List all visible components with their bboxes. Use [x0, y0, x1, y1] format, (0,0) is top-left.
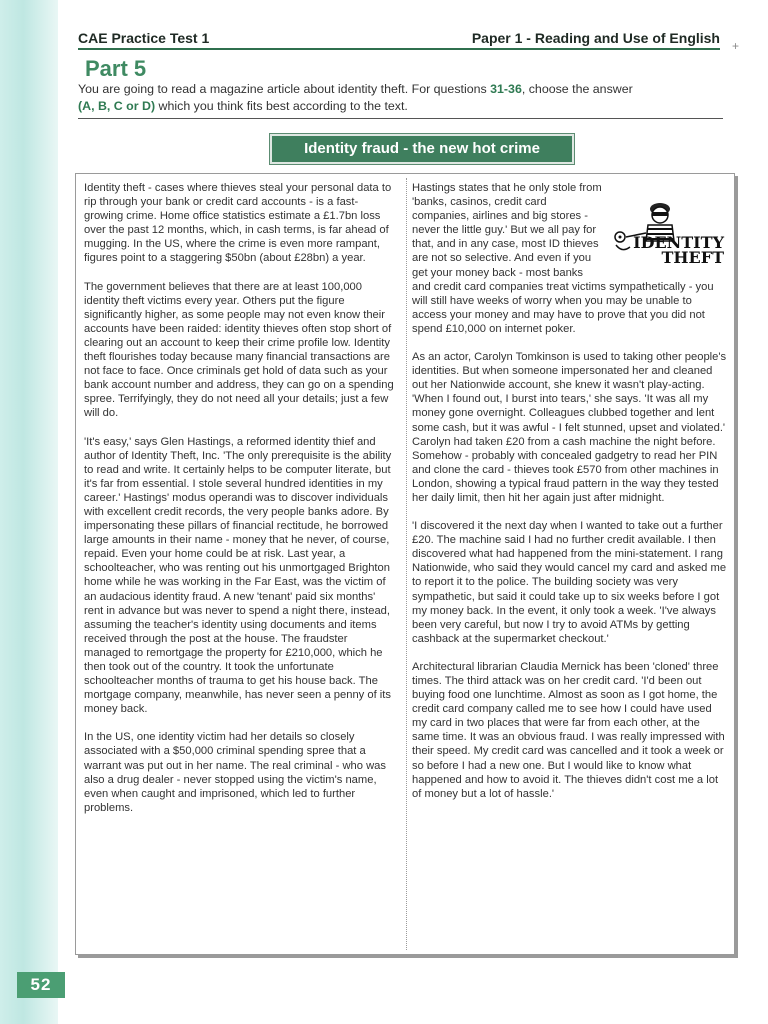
question-range: 31-36: [490, 82, 522, 96]
instructions-text-b: , choose the answer: [521, 82, 633, 96]
test-name: CAE Practice Test 1: [78, 30, 210, 46]
part-title: Part 5: [85, 56, 147, 81]
paper-name: Paper 1 - Reading and Use of English: [471, 30, 720, 46]
instructions-text-a: You are going to read a magazine article about identity theft. For questions: [78, 82, 491, 96]
instructions-divider: [78, 118, 723, 119]
left-paragraph: 'It's easy,' says Glen Hastings, a reformed identity thief and author of Identity Theft, Inc. 'The only prerequisite is the ability to read and write. It certainly helps to be computer literate, but it's far from essential. I stole several hundred identities in my career.' Hastings' modus operandi was to discover individuals with excellent credit records, the very people banks adore. By impersonating these pillars of financial rectitude, he borrowed large amounts in their name - money that he never, of course, repaid. Even your home could be at risk. Last year, a schoolteacher, who was renting out his unmortgaged Brighton home while he was working in the Far East, was the victim of an audacious identity fraud. A new 'tenant' paid six months' rent in advance but was never to spend a night there, instead, assuming the teacher's identity using documents and items received through the post at the house. The fraudster managed to remortgage the property for £210,000, which he then took out of the country. It took the unfortunate schoolteacher months of trauma to get his house back. The mortgage company, meanwhile, has never seen a penny of its money back.: [84, 435, 392, 716]
left-paragraph: Identity theft - cases where thieves steal your personal data to rip through your bank or credit card accounts - is a fast-growing crime. Home office statistics estimate a £1.7bn loss over the past 12 months, which, in cash terms, is far ahead of mugging. In the US, where the crime is even more rampant, figures point to a staggering $50bn (about £28bn) a year.: [84, 182, 392, 265]
right-paragraph: 'I discovered it the next day when I wanted to take out a further £20. The machine said I had no further credit available. I then discovered what had happened from the mini-statement. I rang Nationwide, who said they would cancel my card and asked me to report it to the police. The building society was very sympathetic, but said it could take up to six weeks before I got my money back. In the event, it only took a week. 'I've always been very careful, but now I try to avoid ATMs by getting cashback at the supermarket checkout.': [412, 520, 727, 645]
right-paragraph: As an actor, Carolyn Tomkinson is used to taking other people's identities. But when someone impersonated her and cleaned out her Nationwide account, she knew it wasn't play-acting. 'When I found out, I burst into tears,' she says. 'It was all my money gone overnight. Colleagues clubbed together and lent some cash, but it was awful - I felt stunned, upset and violated.' Carolyn had taken £20 from a cash machine the night before. Somehow - probably with concealed gadgetry to read her PIN and clone the card - thieves took £570 from other machines in London, showing a typical fraud pattern in the way they tested her daily limit, then hit her again just after midnight.: [412, 351, 727, 504]
left-paragraph: In the US, one identity victim had her details so closely associated with a $50,000 criminal spending spree that a warrant was put out in her name. The real criminal - who was also a drug dealer - never stopped using the victim's name, even when caught and imprisoned, which led to further problems.: [84, 731, 386, 814]
identity-theft-logo: [608, 195, 728, 265]
article-title: Identity fraud - the new hot crime: [270, 134, 574, 164]
article-box: [75, 173, 735, 955]
answer-options: (A, B, C or D): [78, 99, 156, 113]
instructions: [78, 81, 723, 115]
identity-theft-logo-text: [632, 235, 724, 265]
left-paragraph: The government believes that there are at least 100,000 identity theft victims every year. Others put the figure significantly higher, as some people may not even know their accounts have been raided: identity thieves often stop short of clearing out an account to keep their crime profile low. Identity theft flourishes today because many financial transactions are not face to face. Once criminals get hold of data such as your bank account number and address, they can go on a spending spree. Terrifyingly, they do not need all your details; just a few will do.: [84, 280, 394, 420]
right-paragraph: Hastings states that he only stole from 'banks, casinos, credit card companies, airlines and big stores - never the little guy.' But we all pay for that, and in any case, most ID thieves are not so selective. And even if you get your money back - most banks and credit card companies treat victims sympathetically - you will still have weeks of worry when you may be unable to access your money and may have to prove that you did not spend £10,000 on internet poker.: [412, 182, 714, 335]
page-number: 52: [17, 972, 65, 998]
side-color-strip: [0, 0, 58, 1024]
header-tick-icon: +: [732, 39, 740, 53]
article-right-column: [412, 181, 728, 815]
instructions-text-c: which you think fits best according to the text.: [155, 99, 408, 113]
logo-line-2: THEFT: [661, 248, 724, 267]
page-header: [78, 30, 720, 50]
logo-line-1: IDENTITY: [633, 233, 724, 252]
column-divider: [406, 178, 407, 950]
right-paragraph: Architectural librarian Claudia Mernick has been 'cloned' three times. The third attack was on her credit card. 'I'd been out buying food one lunchtime. Almost as soon as I got home, the credit card company called me to see how I could have used my card in two places that were far from each other, at the same time. It was an obvious fraud. I was really impressed with their speed. My credit card was cancelled and it took a week or so before I had a new one. But I would like to know what happened and how to avoid it. The thieves didn't cost me a lot of money but a lot of hassle.': [412, 660, 725, 800]
article-left-column: [84, 181, 397, 829]
